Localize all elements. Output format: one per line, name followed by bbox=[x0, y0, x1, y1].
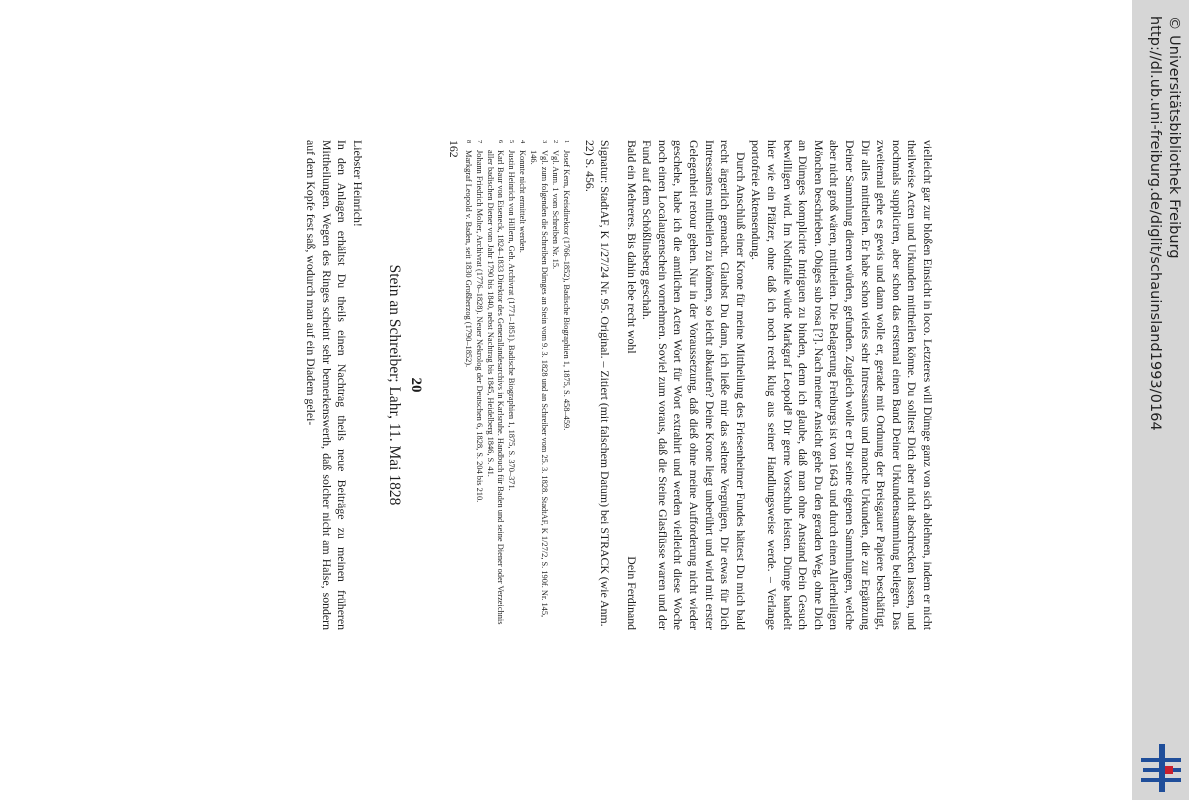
footnote-number: 8 bbox=[464, 140, 472, 144]
footnote-item bbox=[473, 140, 484, 630]
closing-line: Bald ein Mehreres. Bis dahin lebe recht wohl bbox=[624, 140, 639, 354]
document-heading: Stein an Schreiber; Lahr, 11. Mai 1828 bbox=[385, 264, 403, 506]
footnote-number: 1 bbox=[562, 140, 570, 144]
letter-paragraph-2: Durch Anschluß einer Krone für meine Mittheilung des Friesenheimer Fundes hättest Du mich bald recht ärgerlich gemacht. Glaubst Du dann, ich ließe mir das seltene Vergnügen, Dir etwas für Dich Intressantes mittheilen zu können, so leicht abkaufen? Deine Krone liegt unberührt und wird mit erster Gelegenheit retour gehen. Nur in der Voraussetzung, daß dieß ohne meine Aufforderung nicht wieder geschehe, habe ich die amtlichen Acten Wort für Wort extrahirt und werden vielleicht diese Woche noch einen Localaugenschein vornehmen. Soviel zum voraus, daß die Steine Glasflüsse waren und der Fund auf dem Schößlinsberg geschah. bbox=[640, 140, 748, 630]
letter-paragraph-1: vielleicht gar zur bloßen Einsicht in loco. Letzteres will Dümge ganz von sich ablehnen, indem er nicht theilweise Acten und Urkunden mittheilen könne. Du solltest Dich aber nicht abschrecken lassen, und nochmals suppliciren, aber schon das erstemal einen Band Deiner Urkundensammlung beilegen. Das zweitemal gehe es gewis und dann wolle er, gerade mit Ordnung der Breisgauer Papiere beschäftigt, Dir alles mittheilen. Er habe schon vieles sehr Intressantes und manche Urkunden, die zur Ergänzung Deiner Sammlung dienen würden, gefunden. Zugleich wolle er Dir seine eigenen Sammlungen, welche aber nicht groß wären, mittheilen. Die Belagerung Freiburgs ist von 1643 und durch einen Allerheiligen Mönchen beschrieben. Obiges sub rosa [?]. Nach meiner Ansicht gehe Du den geraden Weg, ohne Dich an Dümges komplicirte Intriguen zu binden, denn ich glaube, daß man ohne Anstand Dein Gesuch bewilligen wird. Im Nothfalle würde Markgraf Leopold⁸ Dir gerne Vorschub leisten. Dümge handelt hier wie ein Pfälzer, ohne daß ich noch recht klug aus seiner Handlungsweise werde. – Verlange portofreie Aktensendung. bbox=[749, 140, 935, 630]
footnote-item bbox=[484, 140, 506, 630]
footnote-item bbox=[462, 140, 473, 630]
footnote-item bbox=[506, 140, 517, 630]
salutation: Liebster Heinrich! bbox=[350, 140, 365, 227]
footnote-item bbox=[549, 140, 560, 630]
footnote-item bbox=[516, 140, 527, 630]
copyright-notice: © Universitätsbibliothek Freiburg bbox=[1166, 16, 1182, 259]
source-url-link[interactable]: http://dl.ub.uni-freiburg.de/diglit/schauinsland1993/0164 bbox=[1147, 16, 1163, 431]
signature-note: Signatur: StadtAF, K 1/27/24 Nr. 95. Original. – Zitiert (mit falschem Datum) bei STRACK (wie Anm. 22) S. 456. bbox=[582, 140, 613, 627]
footnote-text: Vgl. zum folgenden die Schreiben Dümges an Stein vom 9. 3. 1828 und an Schreiber vom 25. 3. 1828. StadtAF, K 1/27/2, S. 190f. Nr. 145, 146. bbox=[529, 150, 550, 618]
footnote-number: 5 bbox=[508, 140, 516, 144]
footnote-number: 7 bbox=[475, 140, 483, 144]
footnote-text: Markgraf Leopold v. Baden, seit 1830 Großherzog (1790–1852). bbox=[463, 150, 473, 368]
second-letter-opening: In den Anlagen erhältst Du theils einen Nachtrag theils neue Beiträge zu meinen früheren Mittheilungen. Wegen des Ringes scheint sehr bemerkenswerth, daß solcher nicht am Halse, sondern auf dem Kopfe fest saß, wodurch man auf ein Diadem gelei- bbox=[304, 140, 350, 630]
footnote-number: 2 bbox=[552, 140, 560, 144]
footnote-text: Karl Baur von Eiseneck, 1824–1833 Direktor des Generallandesarchivs in Karlsruhe. Handbuch für Baden und seine Diener oder Verzeichnis aller badischen Diener vom Jahr 1790 bis 1840, nebst Nachtrag bis 1845, Heidelberg 1846, S. 41. bbox=[485, 150, 506, 625]
footnote-item bbox=[560, 140, 571, 630]
footnote-text: Vgl. Anm. 1 vom Schreiben Nr. 15. bbox=[551, 150, 561, 270]
footnote-number: 6 bbox=[497, 140, 505, 144]
scanned-page bbox=[210, 140, 935, 630]
page-number: 162 bbox=[447, 140, 461, 158]
footnote-number: 3 bbox=[541, 140, 549, 144]
closing-name: Dein Ferdinand bbox=[624, 556, 639, 630]
document-number: 20 bbox=[407, 377, 424, 393]
footnote-text: Konnte nicht ermittelt werden. bbox=[518, 150, 528, 253]
ub-freiburg-logo-icon bbox=[1139, 744, 1183, 792]
footnote-number: 4 bbox=[519, 140, 527, 144]
footnote-text: Johann Friedrich Molter, Archivrat (1776–1828). Neuer Nekrolog der Deutschen 6, 1828, S. 204 bis 210. bbox=[474, 150, 484, 503]
letter-closing bbox=[623, 140, 639, 630]
footnote-text: Josef Kern, Kreisdirektor (1766–1852), Badische Biographien 1, 1875, S. 458–459. bbox=[561, 150, 571, 431]
footnote-item bbox=[527, 140, 549, 630]
footnotes-list bbox=[462, 140, 571, 630]
footnote-text: Justin Heinrich von Hillern, Geh. Archivrat (1771–1851). Badische Biographien 1, 1875, S. 370–371. bbox=[507, 150, 517, 491]
